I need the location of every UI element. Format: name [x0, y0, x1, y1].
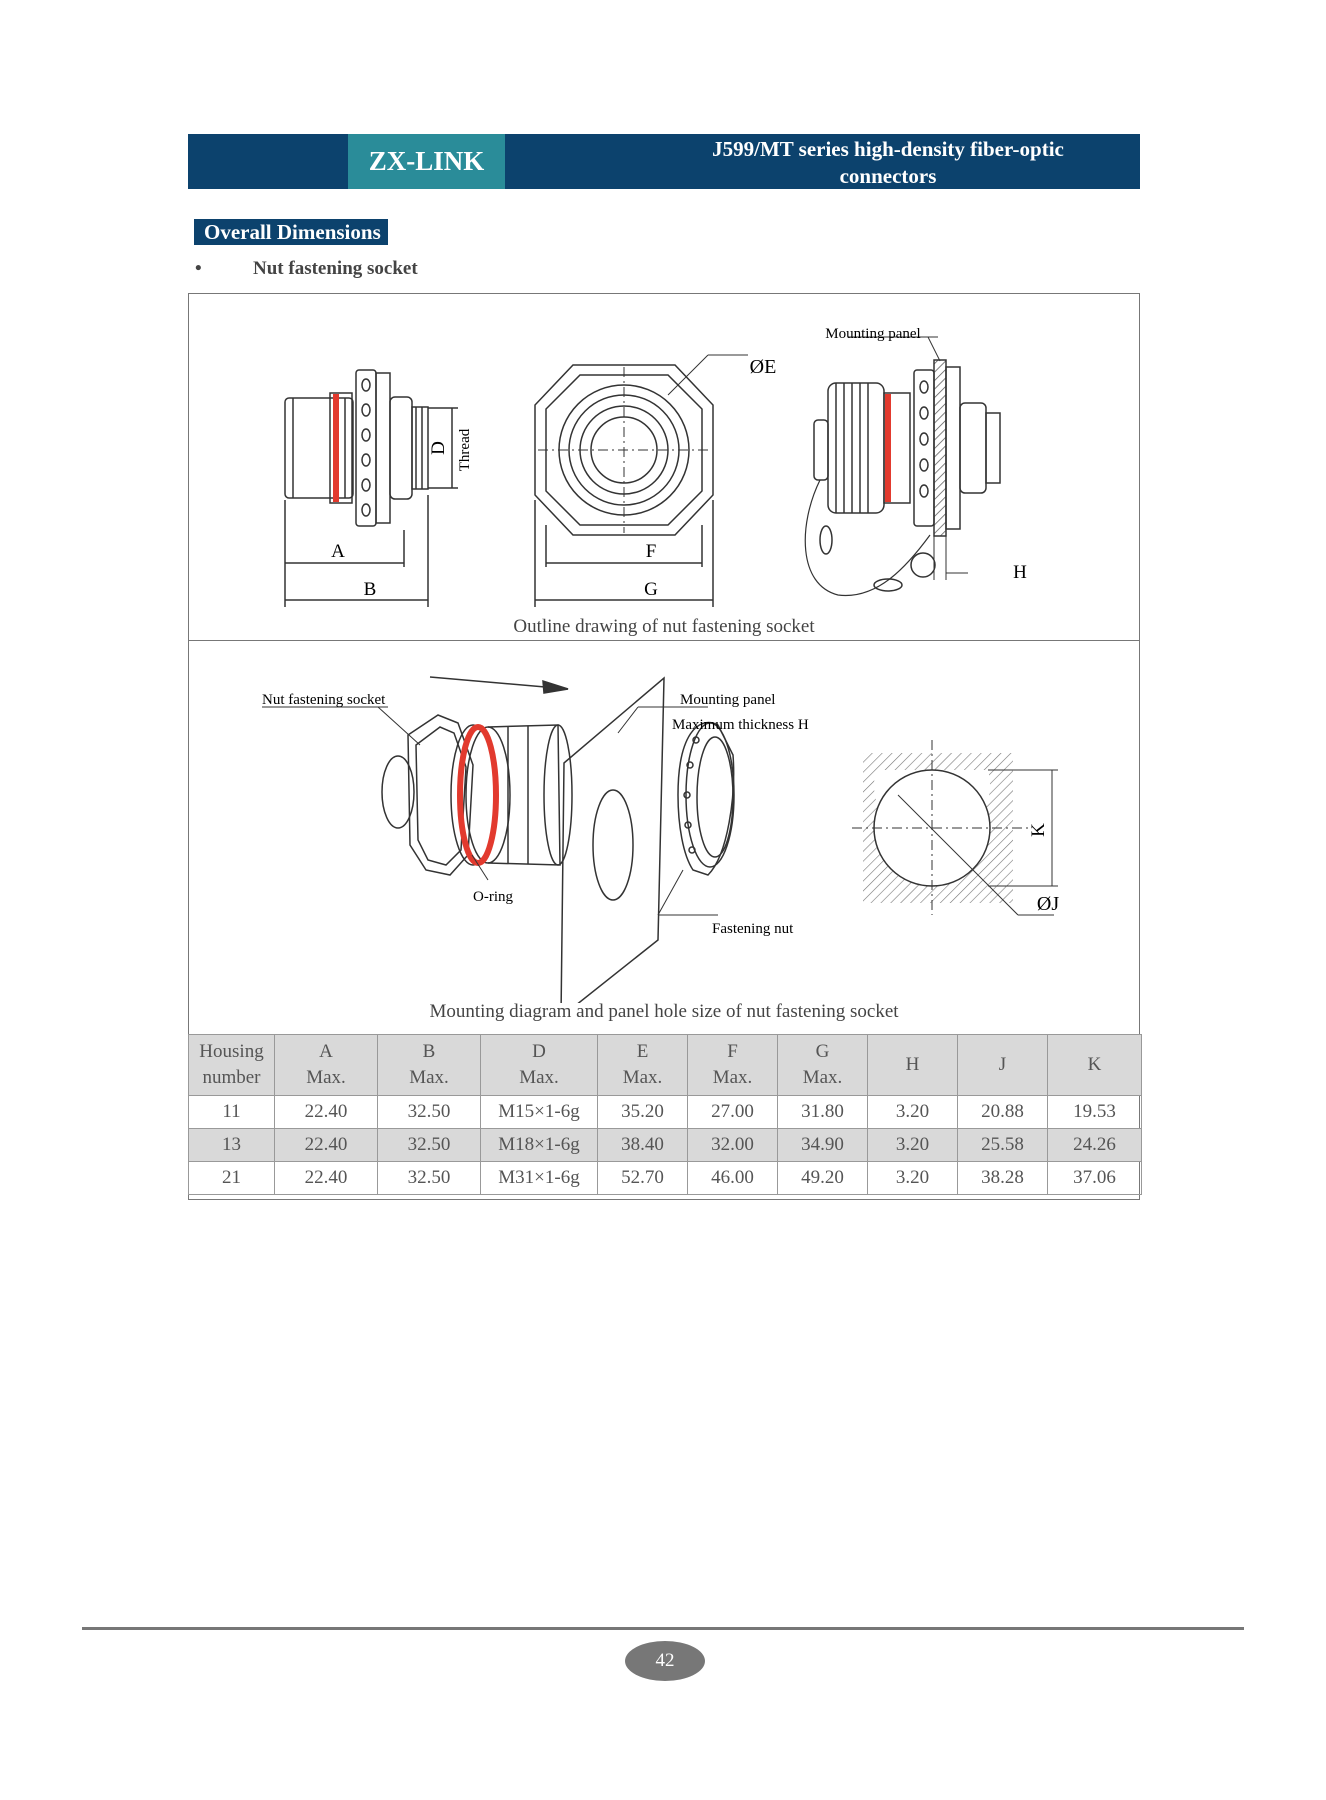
page-header [188, 134, 1140, 189]
brand-logo: ZX-LINK [348, 134, 505, 189]
figure-separator [188, 640, 1140, 641]
table-cell: 20.88 [958, 1096, 1048, 1129]
table-cell: 32.50 [378, 1096, 481, 1129]
dim-label-d: D [428, 441, 449, 455]
col-header: Housing number [189, 1035, 275, 1096]
col-header: F Max. [688, 1035, 778, 1096]
mounting-diagram [188, 645, 1140, 1003]
fastening-nut [678, 723, 734, 875]
dim-label-k: K [1028, 823, 1049, 837]
table-cell: 3.20 [868, 1162, 958, 1195]
dim-label-thread: Thread [457, 428, 473, 472]
col-header: A Max. [275, 1035, 378, 1096]
table-cell: 49.20 [778, 1162, 868, 1195]
col-header: D Max. [481, 1035, 598, 1096]
col-header: K [1048, 1035, 1142, 1096]
outline-drawing [188, 295, 1140, 615]
table-cell: 38.40 [598, 1129, 688, 1162]
table-cell: 35.20 [598, 1096, 688, 1129]
series-title-line2: connectors [839, 164, 937, 188]
series-title [678, 136, 1098, 190]
table-cell: 37.06 [1048, 1162, 1142, 1195]
dim-label-f: F [645, 541, 657, 562]
table-cell: 27.00 [688, 1096, 778, 1129]
exploded-socket [382, 715, 572, 875]
table-cell: 13 [189, 1129, 275, 1162]
figure1-caption: Outline drawing of nut fastening socket [513, 616, 815, 637]
front-view-socket [535, 355, 748, 607]
label-nut-fastening-socket: Nut fastening socket [262, 692, 386, 708]
table-cell: 25.58 [958, 1129, 1048, 1162]
table-cell: 52.70 [598, 1162, 688, 1195]
table-cell: 11 [189, 1096, 275, 1129]
dimensions-table [188, 1034, 1142, 1195]
figure2-caption: Mounting diagram and panel hole size of nut fastening socket [429, 1001, 899, 1022]
table-cell: M18×1-6g [481, 1129, 598, 1162]
col-header: B Max. [378, 1035, 481, 1096]
dim-label-a: A [331, 541, 345, 562]
table-row [189, 1096, 1142, 1129]
side-view-socket [285, 370, 458, 607]
label-mounting-panel-2: Mounting panel [680, 692, 776, 708]
dim-label-e: ØE [749, 356, 777, 378]
table-cell: 24.26 [1048, 1129, 1142, 1162]
subsection-title: Nut fastening socket [253, 258, 418, 279]
table-cell: 3.20 [868, 1096, 958, 1129]
label-fastening-nut: Fastening nut [712, 921, 794, 937]
label-max-thickness: Maximum thickness H [672, 717, 809, 733]
dim-label-j: ØJ [1036, 893, 1060, 915]
table-cell: 22.40 [275, 1129, 378, 1162]
label-mounting-panel: Mounting panel [825, 326, 921, 342]
table-cell: M15×1-6g [481, 1096, 598, 1129]
table-cell: 46.00 [688, 1162, 778, 1195]
table-cell: M31×1-6g [481, 1162, 598, 1195]
table-cell: 32.50 [378, 1129, 481, 1162]
table-row [189, 1129, 1142, 1162]
col-header: G Max. [778, 1035, 868, 1096]
table-cell: 38.28 [958, 1162, 1048, 1195]
col-header: H [868, 1035, 958, 1096]
table-row [189, 1162, 1142, 1195]
section-title: Overall Dimensions [194, 219, 388, 245]
mounting-panel-plate [561, 678, 664, 1003]
series-title-line1: J599/MT series high-density fiber-optic [712, 137, 1064, 161]
col-header: E Max. [598, 1035, 688, 1096]
table-cell: 22.40 [275, 1096, 378, 1129]
table-cell: 32.00 [688, 1129, 778, 1162]
label-o-ring: O-ring [473, 889, 513, 905]
page-number: 42 [625, 1641, 705, 1681]
table-header-row [189, 1035, 1142, 1096]
subsection-heading [195, 258, 418, 280]
dim-label-b: B [363, 579, 377, 600]
side-view-mounted [805, 337, 1000, 595]
footer-divider [82, 1627, 1244, 1630]
table-cell: 22.40 [275, 1162, 378, 1195]
table-cell: 34.90 [778, 1129, 868, 1162]
table-cell: 3.20 [868, 1129, 958, 1162]
table-cell: 19.53 [1048, 1096, 1142, 1129]
col-header: J [958, 1035, 1048, 1096]
table-cell: 31.80 [778, 1096, 868, 1129]
dim-label-g: G [644, 579, 658, 600]
table-cell: 21 [189, 1162, 275, 1195]
table-cell: 32.50 [378, 1162, 481, 1195]
dim-label-h: H [1013, 562, 1027, 583]
bullet: • [195, 258, 202, 279]
